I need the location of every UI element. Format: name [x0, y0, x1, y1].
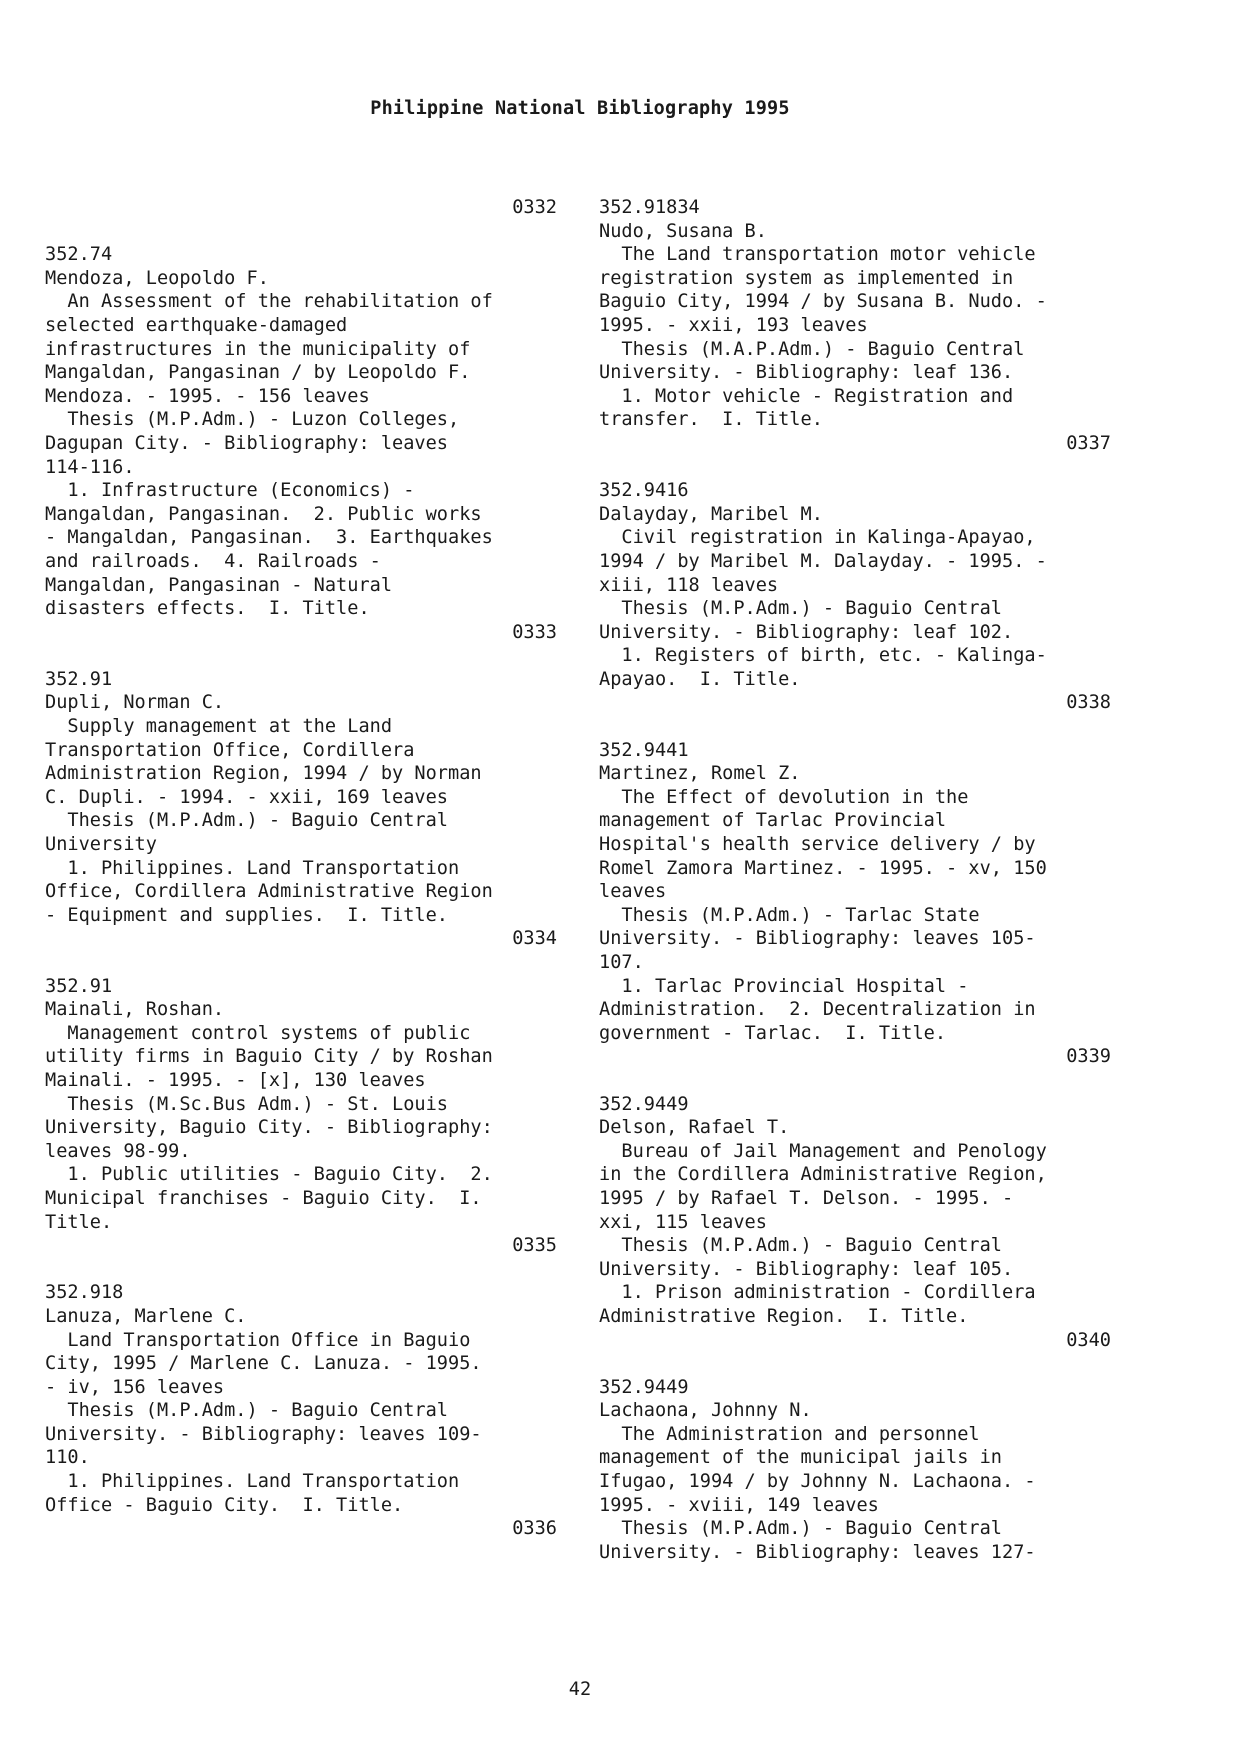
- entry-line: An Assessment of the rehabilitation of: [45, 291, 493, 313]
- entry-line: Dupli, Norman C.: [45, 692, 225, 714]
- entry-number: 0335: [512, 1235, 557, 1257]
- entry-line: Bureau of Jail Management and Penology: [599, 1140, 1047, 1162]
- entry-number: 0333: [512, 621, 557, 643]
- entry-number: 0337: [1066, 432, 1111, 454]
- entry-number: 0334: [512, 928, 557, 950]
- entry-line: Title.: [45, 1211, 113, 1233]
- entry-line: University. - Bibliography: leaf 105.: [599, 1258, 1014, 1280]
- entry-line: Mendoza, Leopoldo F.: [45, 267, 269, 289]
- entry-number: 0338: [1066, 692, 1111, 714]
- entry-line: C. Dupli. - 1994. - xxii, 169 leaves: [45, 786, 448, 808]
- entry-line: 352.91: [45, 668, 113, 690]
- entry-line: Office - Baguio City. I. Title.: [45, 1494, 404, 1516]
- entry-line: 114-116.: [45, 456, 135, 478]
- entry-number: 0340: [1066, 1329, 1111, 1351]
- entry-line: 352.91: [45, 975, 113, 997]
- entry-line: Lanuza, Marlene C.: [45, 1305, 247, 1327]
- entry-line: Thesis (M.P.Adm.) - Baguio Central: [599, 1235, 1002, 1257]
- blank-line: [45, 220, 557, 244]
- entry-line: University, Baguio City. - Bibliography:: [45, 1117, 493, 1139]
- entry-line: 1995. - xviii, 149 leaves: [599, 1494, 879, 1516]
- entry-line: 352.9441: [599, 739, 689, 761]
- entry-line: 352.74: [45, 244, 113, 266]
- entry-line: management of the municipal jails in: [599, 1447, 1002, 1469]
- entry-line: 1. Infrastructure (Economics) -: [45, 480, 415, 502]
- entry-line: Thesis (M.P.Adm.) - Tarlac State: [599, 904, 980, 926]
- entry-line: Hospital's health service delivery / by: [599, 834, 1036, 856]
- entry-line: - Equipment and supplies. I. Title.: [45, 904, 448, 926]
- entry-line: Mainali. - 1995. - [x], 130 leaves: [45, 1069, 426, 1091]
- entry-line: 1. Public utilities - Baguio City. 2.: [45, 1164, 493, 1186]
- entry-line: Thesis (M.P.Adm.) - Baguio Central: [599, 598, 1002, 620]
- entry-line: Lachaona, Johnny N.: [599, 1400, 812, 1422]
- entry-line: Ifugao, 1994 / by Johnny N. Lachaona. -: [599, 1471, 1036, 1493]
- entry-number: 0339: [1066, 1046, 1111, 1068]
- entry-line: Civil registration in Kalinga-Apayao,: [599, 527, 1036, 549]
- entry-line: disasters effects. I. Title.: [45, 598, 370, 620]
- entry-line: infrastructures in the municipality of: [45, 338, 471, 360]
- blank-line: [599, 1069, 1111, 1093]
- entry-line: transfer. I. Title.: [599, 409, 823, 431]
- entry-line: leaves 98-99.: [45, 1140, 191, 1162]
- entry-line: Transportation Office, Cordillera: [45, 739, 415, 761]
- entry-line: Land Transportation Office in Baguio: [45, 1329, 471, 1351]
- entry-line: 352.9416: [599, 480, 689, 502]
- entry-line: Administrative Region. I. Title.: [599, 1305, 969, 1327]
- entry-line: University: [45, 834, 157, 856]
- blank-line: [45, 951, 557, 975]
- entry-line: Mangaldan, Pangasinan. 2. Public works: [45, 503, 482, 525]
- entry-line: 1995 / by Rafael T. Delson. - 1995. -: [599, 1187, 1014, 1209]
- entry-line: 1. Motor vehicle - Registration and: [599, 385, 1014, 407]
- entry-line: City, 1995 / Marlene C. Lanuza. - 1995.: [45, 1353, 482, 1375]
- entry-line: - iv, 156 leaves: [45, 1376, 225, 1398]
- blank-line: [45, 1258, 557, 1282]
- entry-line: 1995. - xxii, 193 leaves: [599, 314, 868, 336]
- entry-line: Mainali, Roshan.: [45, 999, 225, 1021]
- right-column: [599, 196, 1111, 1564]
- entry-line: 352.9449: [599, 1093, 689, 1115]
- entry-line: University. - Bibliography: leaves 109-: [45, 1423, 482, 1445]
- blank-line: [599, 1352, 1111, 1376]
- entry-line: 1. Tarlac Provincial Hospital -: [599, 975, 969, 997]
- entry-line: and railroads. 4. Railroads -: [45, 550, 381, 572]
- entry-line: xxi, 115 leaves: [599, 1211, 767, 1233]
- entry-line: Romel Zamora Martinez. - 1995. - xv, 150: [599, 857, 1047, 879]
- entry-line: 1. Registers of birth, etc. - Kalinga-: [599, 645, 1047, 667]
- entry-line: Thesis (M.P.Adm.) - Baguio Central: [599, 1518, 1002, 1540]
- entry-line: Supply management at the Land: [45, 716, 393, 738]
- entry-line: Dagupan City. - Bibliography: leaves: [45, 432, 448, 454]
- entry-line: Apayao. I. Title.: [599, 668, 801, 690]
- entry-line: University. - Bibliography: leaves 105-: [599, 928, 1036, 950]
- blank-line: [599, 715, 1111, 739]
- page-number: 42: [568, 1679, 592, 1700]
- entry-line: 110.: [45, 1447, 90, 1469]
- left-column: [45, 196, 557, 1541]
- entry-number: 0332: [512, 197, 557, 218]
- entry-line: University. - Bibliography: leaf 102.: [599, 621, 1014, 643]
- entry-line: Administration Region, 1994 / by Norman: [45, 763, 482, 785]
- entry-line: 352.91834: [599, 197, 700, 218]
- entry-line: The Land transportation motor vehicle: [599, 244, 1036, 266]
- entry-line: Thesis (M.Sc.Bus Adm.) - St. Louis: [45, 1093, 448, 1115]
- entry-line: Delson, Rafael T.: [599, 1117, 790, 1139]
- entry-line: Management control systems of public: [45, 1022, 471, 1044]
- entry-line: 1994 / by Maribel M. Dalayday. - 1995. -: [599, 550, 1047, 572]
- entry-line: The Effect of devolution in the: [599, 786, 969, 808]
- entry-line: Dalayday, Maribel M.: [599, 503, 823, 525]
- entry-line: xiii, 118 leaves: [599, 574, 779, 596]
- entry-line: Mendoza. - 1995. - 156 leaves: [45, 385, 370, 407]
- entry-line: 1. Prison administration - Cordillera: [599, 1282, 1036, 1304]
- entry-line: University. - Bibliography: leaf 136.: [599, 362, 1014, 384]
- entry-line: Thesis (M.P.Adm.) - Baguio Central: [45, 810, 448, 832]
- entry-number: 0336: [512, 1518, 557, 1540]
- blank-line: [45, 644, 557, 668]
- entry-line: 1. Philippines. Land Transportation: [45, 1471, 460, 1493]
- entry-line: 107.: [599, 952, 644, 973]
- entry-line: Nudo, Susana B.: [599, 220, 767, 242]
- entry-line: utility firms in Baguio City / by Roshan: [45, 1046, 493, 1068]
- entry-line: Thesis (M.P.Adm.) - Luzon Colleges,: [45, 409, 460, 431]
- entry-line: Martinez, Romel Z.: [599, 763, 801, 785]
- entry-line: Thesis (M.A.P.Adm.) - Baguio Central: [599, 338, 1025, 360]
- entry-line: - Mangaldan, Pangasinan. 3. Earthquakes: [45, 527, 493, 549]
- entry-line: selected earthquake-damaged: [45, 314, 348, 336]
- entry-line: 352.918: [45, 1282, 124, 1304]
- entry-line: Office, Cordillera Administrative Region: [45, 881, 493, 903]
- entry-line: 352.9449: [599, 1376, 689, 1398]
- entry-line: Mangaldan, Pangasinan - Natural: [45, 574, 393, 596]
- entry-line: registration system as implemented in: [599, 267, 1014, 289]
- page-title: Philippine National Bibliography 1995: [370, 98, 790, 119]
- entry-line: University. - Bibliography: leaves 127-: [599, 1541, 1036, 1563]
- entry-line: in the Cordillera Administrative Region,: [599, 1164, 1047, 1186]
- entry-line: Administration. 2. Decentralization in: [599, 999, 1036, 1021]
- entry-line: leaves: [599, 881, 667, 903]
- entry-line: 1. Philippines. Land Transportation: [45, 857, 460, 879]
- entry-line: government - Tarlac. I. Title.: [599, 1022, 947, 1044]
- entry-line: The Administration and personnel: [599, 1423, 980, 1445]
- entry-line: Baguio City, 1994 / by Susana B. Nudo. -: [599, 291, 1047, 313]
- entry-line: Thesis (M.P.Adm.) - Baguio Central: [45, 1400, 448, 1422]
- blank-line: [599, 456, 1111, 480]
- entry-line: management of Tarlac Provincial: [599, 810, 947, 832]
- entry-line: Municipal franchises - Baguio City. I.: [45, 1187, 482, 1209]
- entry-line: Mangaldan, Pangasinan / by Leopoldo F.: [45, 362, 471, 384]
